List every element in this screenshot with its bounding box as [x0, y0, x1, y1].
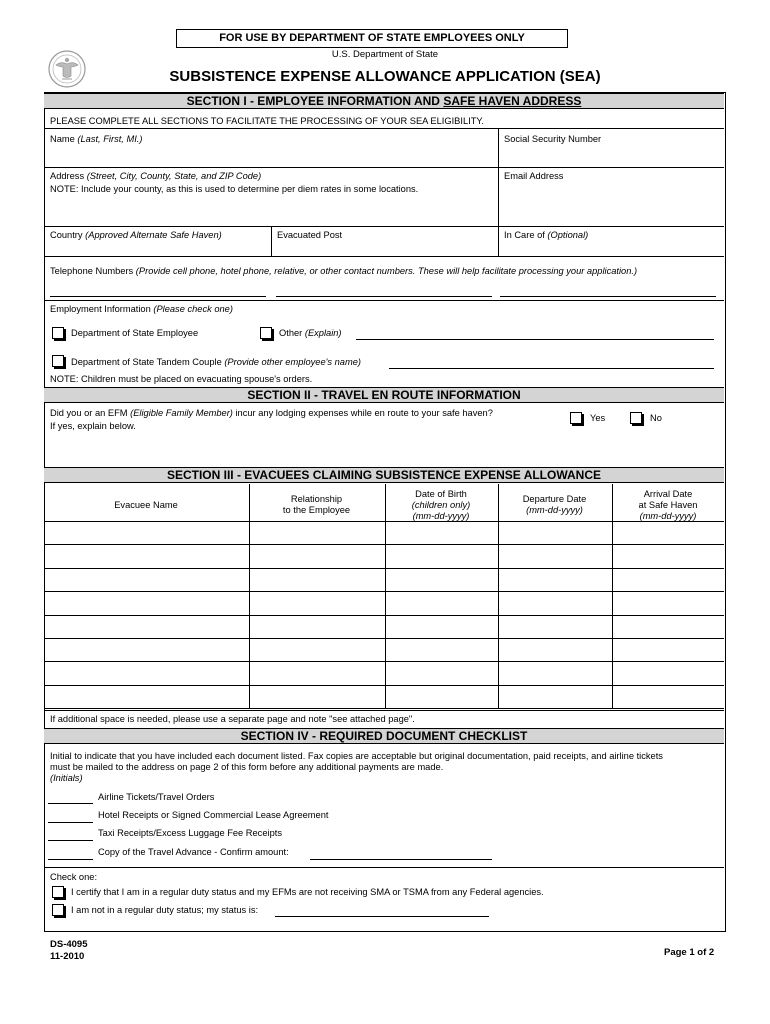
table-cell-input[interactable] — [614, 570, 722, 589]
evacuated-post-label: Evacuated Post — [277, 230, 343, 240]
email-field[interactable] — [500, 184, 722, 224]
table-cell-input[interactable] — [46, 523, 247, 542]
table-cell-input[interactable] — [500, 640, 610, 659]
col-arrival-date: Arrival Date at Safe Haven (mm-dd-yyyy) — [638, 489, 698, 521]
table-cell-input[interactable] — [251, 593, 383, 612]
page-number: Page 1 of 2 — [664, 947, 715, 958]
checklist-item-hotel: Hotel Receipts or Signed Commercial Lease Agreement — [98, 810, 329, 820]
checklist-item-advance: Copy of the Travel Advance - Confirm amount: — [98, 847, 289, 857]
section-1-instruction: PLEASE COMPLETE ALL SECTIONS TO FACILITATE THE PROCESSING OF YOUR SEA ELIGIBILITY. — [50, 116, 484, 126]
lodging-no-checkbox[interactable] — [630, 412, 642, 424]
section-3-heading: SECTION III - EVACUEES CLAIMING SUBSISTENCE EXPENSE ALLOWANCE — [44, 467, 724, 483]
name-field[interactable] — [46, 146, 496, 166]
table-cell-input[interactable] — [387, 640, 496, 659]
table-cell-input[interactable] — [46, 663, 247, 682]
initials-field-airline[interactable] — [48, 803, 93, 804]
table-cell-input[interactable] — [614, 663, 722, 682]
table-cell-input[interactable] — [614, 593, 722, 612]
table-cell-input[interactable] — [46, 570, 247, 589]
table-cell-input[interactable] — [46, 593, 247, 612]
checklist-instruction-2: must be mailed to the address on page 2 of this form before any additional payments are made. — [50, 762, 444, 772]
table-cell-input[interactable] — [251, 523, 383, 542]
country-label: Country (Approved Alternate Safe Haven) — [50, 230, 222, 240]
table-row-divider — [44, 638, 724, 639]
in-care-label: In Care of (Optional) — [504, 230, 589, 240]
regular-duty-label: I certify that I am in a regular duty status and my EFMs are not receiving SMA or TSMA from any Federal agencies. — [71, 887, 544, 897]
telephone-label: Telephone Numbers (Provide cell phone, hotel phone, relative, or other contact numbers. These will help facilitate processing your application.) — [50, 266, 638, 276]
table-cell-input[interactable] — [387, 687, 496, 706]
section-1-heading-text: SECTION I - EMPLOYEE INFORMATION AND — [186, 94, 444, 108]
col-departure-date: Departure Date (mm-dd-yyyy) — [522, 494, 587, 515]
table-cell-input[interactable] — [614, 617, 722, 636]
telephone-field-2[interactable] — [276, 296, 492, 297]
tandem-employee-name-field[interactable] — [389, 368, 714, 369]
address-field[interactable] — [46, 196, 496, 224]
tandem-couple-label: Department of State Tandem Couple (Provide other employee's name) — [71, 357, 361, 367]
ssn-label: Social Security Number — [504, 134, 602, 144]
additional-space-note: If additional space is needed, please use a separate page and note "see attached page". — [50, 714, 415, 724]
table-cell-input[interactable] — [251, 570, 383, 589]
section-2-heading: SECTION II - TRAVEL EN ROUTE INFORMATION — [44, 387, 724, 403]
tandem-couple-checkbox[interactable] — [52, 355, 64, 367]
table-row-divider — [44, 544, 724, 545]
form-number: DS-4095 — [50, 939, 88, 950]
table-cell-input[interactable] — [614, 687, 722, 706]
not-regular-duty-label: I am not in a regular duty status; my status is: — [71, 905, 259, 915]
section-4-heading: SECTION IV - REQUIRED DOCUMENT CHECKLIST — [44, 728, 724, 744]
checklist-instruction-1: Initial to indicate that you have included each document listed. Fax copies are acceptable but original documentation, paid receipts, and airline tickets — [50, 751, 663, 761]
table-cell-input[interactable] — [614, 546, 722, 565]
table-cell-input[interactable] — [614, 523, 722, 542]
table-cell-input[interactable] — [387, 523, 496, 542]
address-label: Address (Street, City, County, State, and ZIP Code) — [50, 171, 262, 181]
table-cell-input[interactable] — [387, 663, 496, 682]
table-column-divider — [385, 484, 386, 708]
table-cell-input[interactable] — [46, 546, 247, 565]
dos-employee-checkbox[interactable] — [52, 327, 64, 339]
table-cell-input[interactable] — [251, 617, 383, 636]
table-cell-input[interactable] — [46, 617, 247, 636]
table-cell-input[interactable] — [500, 617, 610, 636]
lodging-question-line-2: If yes, explain below. — [50, 421, 136, 431]
table-cell-input[interactable] — [387, 593, 496, 612]
table-row-divider — [44, 661, 724, 662]
regular-duty-checkbox[interactable] — [52, 886, 64, 898]
table-row-divider — [44, 708, 724, 709]
table-cell-input[interactable] — [251, 687, 383, 706]
check-one-label: Check one: — [50, 872, 98, 882]
table-cell-input[interactable] — [500, 663, 610, 682]
other-checkbox[interactable] — [260, 327, 272, 339]
table-row-divider — [44, 521, 724, 522]
section-1-heading-underlined: SAFE HAVEN ADDRESS — [443, 94, 582, 108]
col-date-of-birth: Date of Birth (children only) (mm-dd-yyyy) — [411, 489, 471, 521]
table-column-divider — [249, 484, 250, 708]
telephone-field-3[interactable] — [500, 296, 716, 297]
table-cell-input[interactable] — [500, 546, 610, 565]
table-cell-input[interactable] — [251, 640, 383, 659]
table-cell-input[interactable] — [614, 640, 722, 659]
duty-status-field[interactable] — [275, 916, 489, 917]
table-row-divider — [44, 568, 724, 569]
lodging-question: Did you or an EFM (Eligible Family Member) incur any lodging expenses while en route to your safe haven? — [50, 408, 493, 418]
table-column-divider — [498, 484, 499, 708]
address-note: NOTE: Include your county, as this is used to determine per diem rates in some locations. — [50, 184, 419, 194]
restriction-banner: FOR USE BY DEPARTMENT OF STATE EMPLOYEES ONLY — [176, 29, 568, 48]
checklist-item-taxi: Taxi Receipts/Excess Luggage Fee Receipts — [98, 828, 282, 838]
employment-label: Employment Information (Please check one) — [50, 304, 233, 314]
table-cell-input[interactable] — [387, 546, 496, 565]
lodging-no-label: No — [650, 413, 662, 423]
table-cell-input[interactable] — [500, 593, 610, 612]
telephone-field-1[interactable] — [50, 296, 266, 297]
table-bottom-border — [44, 710, 724, 711]
form-title: SUBSISTENCE EXPENSE ALLOWANCE APPLICATION (SEA) — [169, 68, 601, 85]
table-cell-input[interactable] — [251, 663, 383, 682]
not-regular-duty-checkbox[interactable] — [52, 904, 64, 916]
table-row-divider — [44, 591, 724, 592]
initials-hint: (Initials) — [50, 773, 83, 783]
table-row-divider — [44, 615, 724, 616]
table-cell-input[interactable] — [500, 687, 610, 706]
lodging-explanation-field[interactable] — [46, 434, 722, 466]
dos-employee-label: Department of State Employee — [71, 328, 199, 338]
children-note: NOTE: Children must be placed on evacuating spouse's orders. — [50, 374, 313, 384]
name-label: Name (Last, First, MI.) — [50, 134, 143, 144]
other-explain-field[interactable] — [356, 339, 714, 340]
email-label: Email Address — [504, 171, 564, 181]
lodging-yes-checkbox[interactable] — [570, 412, 582, 424]
form-date: 11-2010 — [50, 951, 85, 962]
other-label: Other (Explain) — [279, 328, 342, 338]
ssn-field[interactable] — [500, 146, 722, 166]
advance-amount-field[interactable] — [310, 859, 492, 860]
table-row-divider — [44, 685, 724, 686]
table-cell-input[interactable] — [251, 546, 383, 565]
table-cell-input[interactable] — [46, 687, 247, 706]
table-cell-input[interactable] — [500, 570, 610, 589]
table-cell-input[interactable] — [46, 640, 247, 659]
initials-field-taxi[interactable] — [48, 840, 93, 841]
col-evacuee-name: Evacuee Name — [114, 500, 178, 510]
lodging-yes-label: Yes — [590, 413, 606, 423]
table-column-divider — [612, 484, 613, 708]
section-1-heading — [44, 93, 724, 109]
initials-field-hotel[interactable] — [48, 822, 93, 823]
initials-field-advance[interactable] — [48, 859, 93, 860]
col-relationship: Relationship to the Employee — [282, 494, 351, 515]
department-name: U.S. Department of State — [331, 49, 439, 60]
table-cell-input[interactable] — [500, 523, 610, 542]
table-cell-input[interactable] — [387, 617, 496, 636]
checklist-item-airline: Airline Tickets/Travel Orders — [98, 792, 215, 802]
table-cell-input[interactable] — [387, 570, 496, 589]
